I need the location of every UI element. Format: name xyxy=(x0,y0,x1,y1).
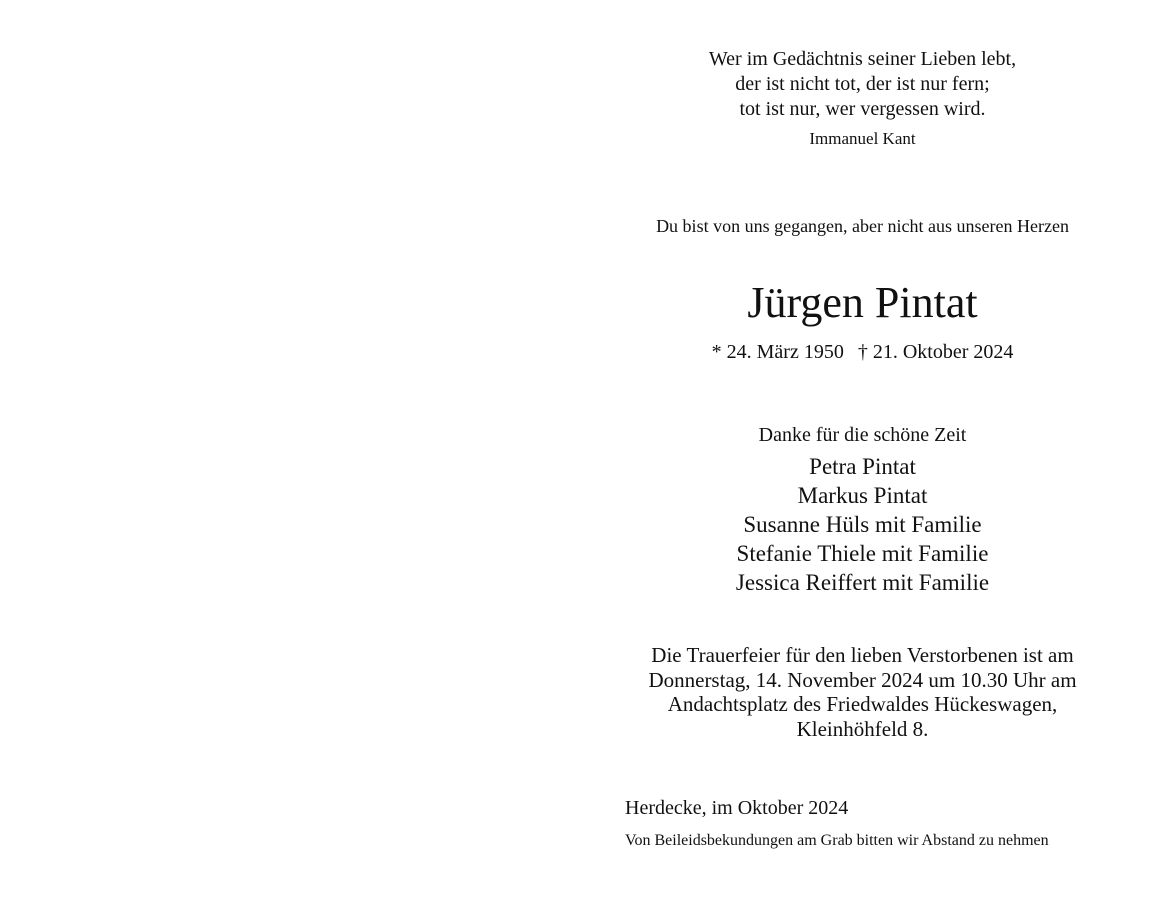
ceremony-line: Kleinhöhfeld 8. xyxy=(796,716,929,741)
quote-line: Wer im Gedächtnis seiner Lieben lebt, xyxy=(708,48,1017,70)
farewell-text: Du bist von uns gegangen, aber nicht aus unseren Herzen xyxy=(656,216,1069,236)
quote-author: Immanuel Kant xyxy=(809,129,916,148)
thanks-text: Danke für die schöne Zeit xyxy=(758,424,967,446)
quote-line: tot ist nur, wer vergessen wird. xyxy=(739,98,986,120)
ceremony-line: Die Trauerfeier für den lieben Verstorbenen ist am xyxy=(651,643,1074,667)
life-dates xyxy=(575,339,1150,365)
mourner-name: Stefanie Thiele mit Familie xyxy=(736,541,989,566)
mourner-name: Petra Pintat xyxy=(809,454,916,479)
mourners-list xyxy=(575,452,1150,597)
condolence-note: Von Beileidsbekundungen am Grab bitten wir Abstand zu nehmen xyxy=(625,832,1049,849)
mourner-name: Markus Pintat xyxy=(797,483,928,508)
ceremony-info xyxy=(575,643,1150,741)
obituary-right-page xyxy=(575,0,1150,900)
ceremony-line: Donnerstag, 14. November 2024 um 10.30 Uhr am xyxy=(648,667,1077,692)
place-date: Herdecke, im Oktober 2024 xyxy=(625,797,849,819)
mourner-name: Susanne Hüls mit Familie xyxy=(743,512,982,537)
birth-date: * 24. März 1950 xyxy=(711,341,844,363)
mourner-name: Jessica Reiffert mit Familie xyxy=(735,570,990,595)
deceased-name: Jürgen Pintat xyxy=(747,278,978,327)
ceremony-line: Andachtsplatz des Friedwaldes Hückeswagen, xyxy=(667,692,1058,716)
memorial-quote xyxy=(575,47,1150,122)
death-date: † 21. Oktober 2024 xyxy=(857,341,1014,363)
quote-line: der ist nicht tot, der ist nur fern; xyxy=(735,73,990,95)
